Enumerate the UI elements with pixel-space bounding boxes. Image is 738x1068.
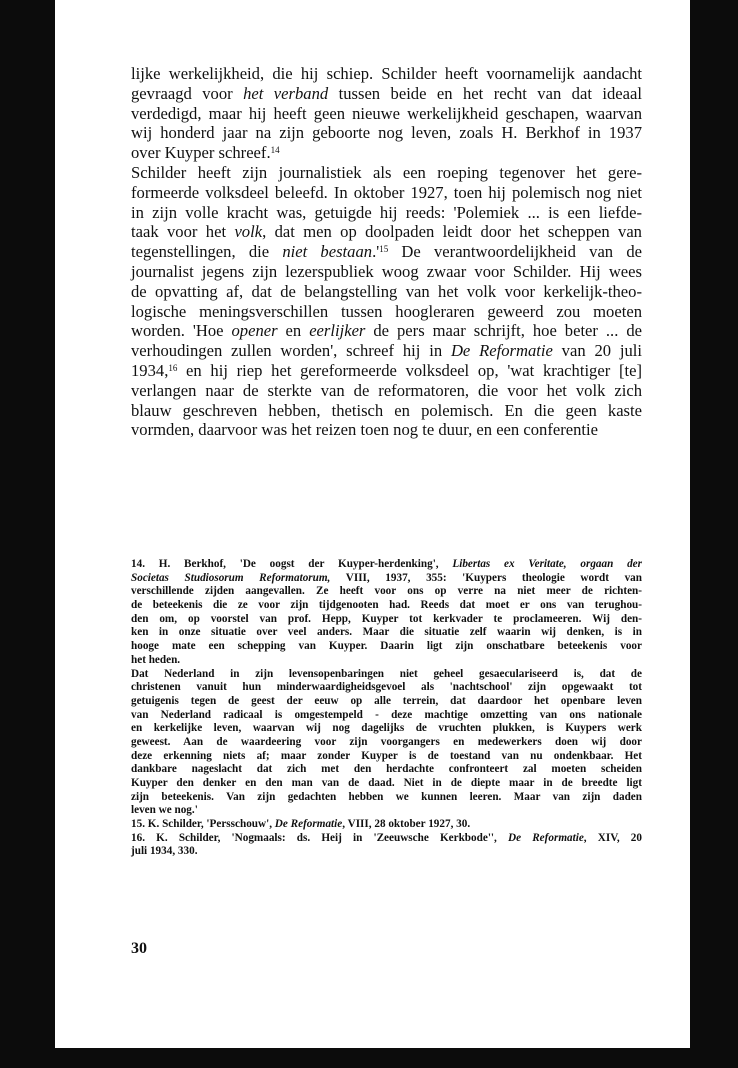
footnote-line — [131, 668, 642, 682]
footnote-line — [131, 736, 642, 750]
footnote-line — [131, 572, 642, 586]
text-run: VIII, 1937, 355: 'Kuypers theologie wordt van — [330, 571, 642, 584]
text-run: geweest. Aan de waardeering voor zijn voorgangers en medewerkers doen wij door — [131, 735, 642, 748]
text-run: deze erkenning niets af; maar zonder Kuyper is de toestand van nu ondenkbaar. Het — [131, 749, 642, 762]
body-line — [131, 321, 642, 341]
italic-text: volk — [234, 222, 263, 242]
footnote-line — [131, 654, 642, 668]
body-line — [131, 282, 642, 302]
footnote-line — [131, 804, 642, 818]
footnote-line — [131, 558, 642, 572]
italic-text: Societas Studiosorum Reformatorum, — [131, 571, 331, 584]
body-line — [131, 302, 642, 322]
text-run: verlangen naar de sterkte van de reformatoren, die voor het volk zich — [131, 380, 642, 400]
body-line — [131, 361, 642, 381]
text-run: gevraagd voor — [131, 83, 244, 103]
footnote-line — [131, 613, 642, 627]
body-line — [131, 123, 642, 143]
body-line — [131, 163, 642, 183]
footnote-line — [131, 640, 642, 654]
body-line — [131, 381, 642, 401]
text-run: leven we nog.' — [131, 804, 198, 817]
footnote-line — [131, 626, 642, 640]
footnotes — [131, 558, 642, 859]
italic-text: opener — [231, 321, 278, 341]
text-run: den om, op voorstel van prof. Hepp, Kuyper tot kerkvader te proclameeren. Wij den- — [131, 612, 642, 625]
footnote-ref: 14 — [270, 145, 280, 156]
italic-text: niet bestaan — [282, 242, 373, 262]
footnote-line — [131, 585, 642, 599]
text-run: de pers maar schrijft, hoe beter ... de — [365, 321, 642, 341]
text-run: over Kuyper schreef. — [131, 143, 271, 163]
italic-text: eerlijker — [309, 321, 366, 341]
text-run: Schilder heeft zijn journalistiek als een roeping tegenover het gere- — [131, 162, 642, 182]
footnote-line — [131, 709, 642, 723]
text-run: in zijn volle kracht was, getuigde hij reeds: 'Polemiek ... is een liefde- — [131, 202, 642, 222]
page-number: 30 — [131, 940, 147, 957]
text-run: tegenstellingen, die — [131, 242, 283, 262]
body-line — [131, 222, 642, 242]
body-line — [131, 104, 642, 124]
scan-border-left — [0, 0, 55, 1068]
footnote-line — [131, 763, 642, 777]
footnote-line — [131, 750, 642, 764]
text-run: het heden. — [131, 653, 181, 666]
main-body-text — [131, 64, 642, 440]
footnote-line — [131, 599, 642, 613]
body-line — [131, 64, 642, 84]
footnote-line — [131, 777, 642, 791]
text-run: De verantwoordelijkheid van de — [388, 242, 642, 262]
text-run: en hij riep het gereformeerde volksdeel op, 'wat krachtiger [te] — [177, 360, 642, 380]
text-run: dankbare nageslacht dat zich met den herdachte confronteert zal moeten scheiden — [131, 763, 642, 776]
text-run: en kerkelijke leven, waarvan wij nog dagelijks de vruchten plukken, is Kuypers werk — [131, 722, 642, 735]
text-run: Dat Nederland in zijn levensopenbaringen niet geheel gesaeculariseerd is, dat de — [131, 667, 642, 680]
text-run: lijke werkelijkheid, die hij schiep. Schilder heeft voornamelijk aandacht — [131, 64, 642, 83]
text-run: verhoudingen zullen worden', schreef hij in — [131, 341, 451, 361]
footnote-line — [131, 832, 642, 846]
body-line — [131, 203, 642, 223]
text-run: verschillende zijden aangevallen. Ze heeft voor ons op verre na niet meer de richten- — [131, 585, 642, 598]
text-run: juli 1934, 330. — [131, 845, 198, 858]
text-run: tussen beide en het recht van dat ideaal — [328, 83, 642, 103]
body-line — [131, 183, 642, 203]
text-run: vormden, daarvoor was het reizen toen nog te duur, en een conferentie — [131, 420, 598, 440]
text-run: van Nederland radicaal is omgestempeld - deze machtige omzetting van ons nationale — [131, 708, 642, 721]
body-line — [131, 84, 642, 104]
text-run: logische meningsverschillen tussen hoogleraren geweerd zou moeten — [131, 301, 642, 321]
text-run: christenen vanuit hun minderwaardigheidsgevoel als 'nachtschool' zijn opgewaakt tot — [131, 681, 642, 694]
text-run: verdedigd, maar hij heeft geen nieuwe werkelijkheid geschapen, waarvan — [131, 103, 642, 123]
text-run: formeerde volksdeel beleefd. In oktober 1927, toen hij polemisch nog niet — [131, 182, 642, 202]
footnote-ref: 16 — [168, 362, 178, 373]
text-run: van 20 juli — [552, 341, 642, 361]
text-run: taak voor het — [131, 222, 235, 242]
footnote-line — [131, 845, 642, 859]
italic-text: De Reformatie — [274, 818, 343, 831]
footnote-line — [131, 791, 642, 805]
text-run: 14. H. Berkhof, 'De oogst der Kuyper-herdenking', — [131, 558, 453, 570]
text-run: 16. K. Schilder, 'Nogmaals: ds. Heij in 'Zeeuwsche Kerkbode'', — [131, 831, 508, 844]
text-run: wij honderd jaar na zijn geboorte nog leven, zoals H. Berkhof in 1937 — [131, 123, 642, 143]
text-run: zijn beteekenis. Van zijn gedachten hebben we kunnen leeren. Maar van zijn daden — [131, 790, 642, 803]
italic-text: De Reformatie — [450, 341, 553, 361]
scan-border-right — [690, 0, 738, 1068]
footnote-line — [131, 695, 642, 709]
italic-text: het verband — [243, 83, 329, 103]
text-run: journalist jegens zijn lezerspubliek woog zwaar voor Schilder. Hij wees — [131, 261, 642, 281]
body-line — [131, 420, 642, 440]
text-run: getuigenis tegen de geest der eeuw op alle terrein, dat daardoor het openbare leven — [131, 694, 642, 707]
text-run: Kuyper den denker en den man van de daad. Niet in de diepte maar in de breedte ligt — [131, 777, 642, 789]
text-run: en — [277, 321, 310, 341]
scan-border-bottom — [55, 1048, 690, 1068]
body-line — [131, 262, 642, 282]
text-run: blauw geschreven hebben, thetisch en polemisch. En die geen kaste — [131, 400, 642, 420]
text-run: , XIV, 20 — [583, 831, 642, 844]
body-line — [131, 242, 642, 262]
text-run: worden. 'Hoe — [131, 321, 232, 341]
text-run: , VIII, 28 oktober 1927, 30. — [342, 818, 471, 831]
footnote-line — [131, 722, 642, 736]
body-line — [131, 341, 642, 361]
body-line — [131, 143, 642, 163]
italic-text: Libertas ex Veritate, orgaan der — [452, 558, 642, 570]
text-run: de opvatting af, dat de belangstelling van het volk voor kerkelijk-theo- — [131, 281, 642, 301]
text-run: ken in onze situatie over veel anders. Maar die situatie zelf waarin wij denken, is in — [131, 626, 642, 639]
text-run: 15. K. Schilder, 'Persschouw', — [131, 818, 275, 831]
body-line — [131, 401, 642, 421]
italic-text: De Reformatie — [508, 831, 584, 844]
footnote-line — [131, 818, 642, 832]
text-run: 1934, — [131, 360, 169, 380]
text-run: de beteekenis die ze voor zijn tijdgenooten had. Reeds dat moet er ons van terughou- — [131, 599, 642, 612]
footnote-ref: 15 — [379, 244, 389, 255]
text-run: .' — [372, 242, 380, 262]
text-run: , dat men op doolpaden leidt door het scheppen van — [262, 222, 642, 242]
footnote-line — [131, 681, 642, 695]
text-run: hooge mate een schepping van Kuyper. Daarin ligt zijn onschatbare beteekenis voor — [131, 640, 642, 653]
